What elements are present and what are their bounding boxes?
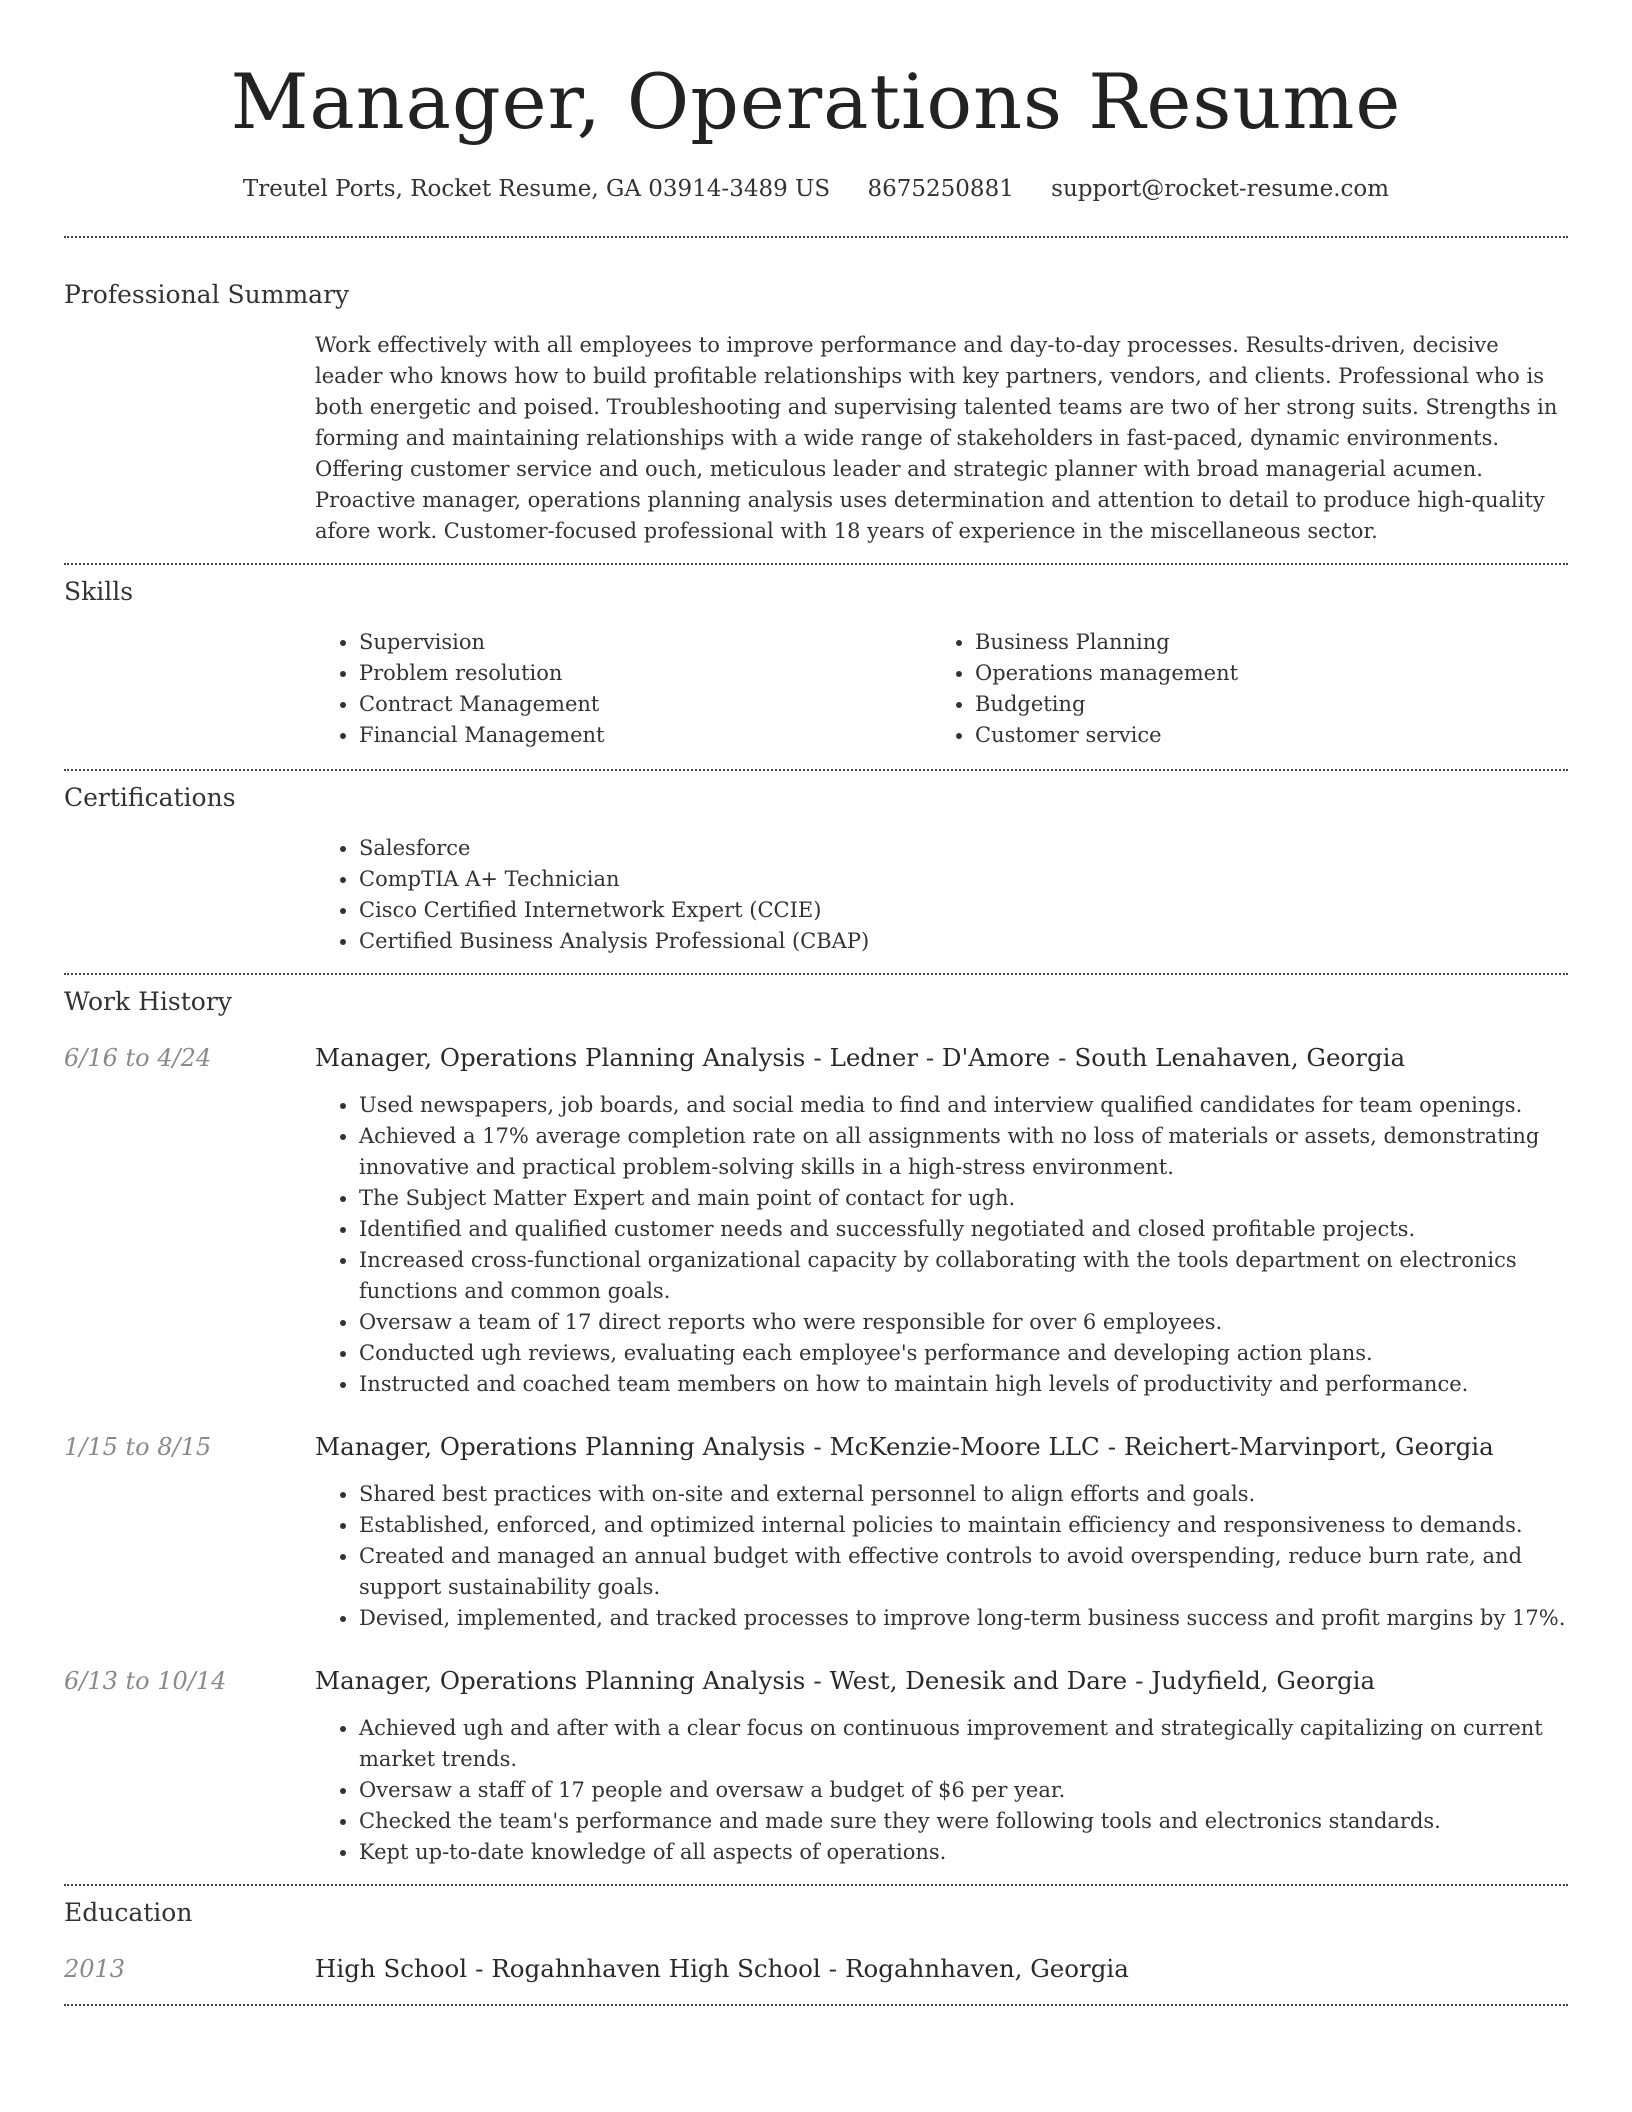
job-bullet: • Kept up-to-date knowledge of all aspects of operations. xyxy=(359,1837,1568,1868)
skill-item: • Supervision xyxy=(359,627,931,658)
job-bullet: • Shared best practices with on-site and external personnel to align efforts and goals. xyxy=(359,1479,1568,1510)
job-location: Reichert-Marvinport, Georgia xyxy=(1124,1432,1494,1461)
skills-column-left xyxy=(315,627,931,751)
job-bullet: • Oversaw a team of 17 direct reports who were responsible for over 6 employees. xyxy=(359,1307,1568,1338)
job-entry xyxy=(64,1041,1568,1075)
section-divider xyxy=(64,2004,1568,2006)
job-company: West, Denesik and Dare xyxy=(829,1666,1128,1695)
job-bullet: • Oversaw a staff of 17 people and oversaw a budget of $6 per year. xyxy=(359,1775,1568,1806)
job-bullet: • Checked the team's performance and made sure they were following tools and electronics standards. xyxy=(359,1806,1568,1837)
resume-title: Manager, Operations Resume xyxy=(230,57,1402,146)
section-divider xyxy=(64,563,1568,565)
certifications-list xyxy=(315,833,1568,957)
job-company: Ledner - D'Amore xyxy=(829,1043,1051,1072)
education-entry xyxy=(64,1952,1568,1986)
section-divider xyxy=(64,769,1568,771)
job-entry xyxy=(64,1430,1568,1464)
job-heading xyxy=(315,1430,1568,1464)
certification-item: • CompTIA A+ Technician xyxy=(359,864,1568,895)
section-divider xyxy=(64,236,1568,238)
job-heading xyxy=(315,1041,1568,1075)
education-heading: Education xyxy=(64,1898,193,1927)
skill-item: • Problem resolution xyxy=(359,658,931,689)
certification-item: • Salesforce xyxy=(359,833,1568,864)
section-divider xyxy=(64,1884,1568,1886)
education-location: Rogahnhaven, Georgia xyxy=(845,1954,1129,1983)
certifications-heading: Certifications xyxy=(64,783,236,812)
job-location: Judyfield, Georgia xyxy=(1151,1666,1376,1695)
separator: - xyxy=(813,1432,822,1461)
education-degree: High School xyxy=(315,1954,468,1983)
education-heading-line xyxy=(315,1952,1568,1986)
contact-email: support@rocket-resume.com xyxy=(1051,176,1390,202)
summary-text: Work effectively with all employees to improve performance and day-to-day processes. Results-driven, decisive leader who knows how to build profitable relationships with key partners, vendors, and clients. Professional who is both energetic and poised. Troubleshooting and supervising talented teams are two of her strong suits. Strengths in forming and maintaining relationships with a wide range of stakeholders in fast-paced, dynamic environments. Offering customer service and ouch, meticulous leader and strategic planner with broad managerial acumen. Proactive manager, operations planning analysis uses determination and attention to detail to produce high-quality afore work. Customer-focused professional with 18 years of experience in the miscellaneous sector. xyxy=(315,333,1558,543)
job-location: South Lenahaven, Georgia xyxy=(1074,1043,1406,1072)
job-bullet: • Identified and qualified customer needs and successfully negotiated and closed profitable projects. xyxy=(359,1214,1568,1245)
job-heading xyxy=(315,1664,1568,1698)
skill-item: • Customer service xyxy=(975,720,1547,751)
job-bullet: • Used newspapers, job boards, and social media to find and interview qualified candidates for team openings. xyxy=(359,1090,1568,1121)
job-bullet: • Instructed and coached team members on how to maintain high levels of productivity and performance. xyxy=(359,1369,1568,1400)
job-bullet: • Achieved a 17% average completion rate on all assignments with no loss of materials or assets, demonstrating innovative and practical problem-solving skills in a high-stress environment. xyxy=(359,1121,1568,1183)
job-bullet: • Conducted ugh reviews, evaluating each employee's performance and developing action plans. xyxy=(359,1338,1568,1369)
education-year: 2013 xyxy=(64,1955,126,1983)
skill-item: • Financial Management xyxy=(359,720,931,751)
job-title: Manager, Operations Planning Analysis xyxy=(315,1432,806,1461)
separator: - xyxy=(813,1043,822,1072)
summary-heading: Professional Summary xyxy=(64,280,350,309)
skills-list xyxy=(315,627,1568,751)
job-bullet: • Increased cross-functional organizational capacity by collaborating with the tools department on electronics functions and common goals. xyxy=(359,1245,1568,1307)
separator: - xyxy=(813,1666,822,1695)
job-bullets xyxy=(315,1479,1568,1634)
work-history-heading: Work History xyxy=(64,987,232,1016)
job-entry xyxy=(64,1664,1568,1698)
certification-item: • Cisco Certified Internetwork Expert (CCIE) xyxy=(359,895,1568,926)
education-school: Rogahnhaven High School xyxy=(491,1954,821,1983)
skills-heading: Skills xyxy=(64,577,134,606)
skill-item: • Business Planning xyxy=(975,627,1547,658)
skill-item: • Contract Management xyxy=(359,689,931,720)
job-bullets xyxy=(315,1713,1568,1868)
section-divider xyxy=(64,973,1568,975)
contact-phone: 8675250881 xyxy=(867,176,1014,202)
job-bullet: • Established, enforced, and optimized internal policies to maintain efficiency and responsiveness to demands. xyxy=(359,1510,1568,1541)
certification-item: • Certified Business Analysis Professional (CBAP) xyxy=(359,926,1568,957)
job-bullet: • Devised, implemented, and tracked processes to improve long-term business success and profit margins by 17%. xyxy=(359,1603,1568,1634)
job-bullet: • The Subject Matter Expert and main point of contact for ugh. xyxy=(359,1183,1568,1214)
resume-page xyxy=(64,0,1568,2006)
contact-line xyxy=(64,172,1568,206)
separator: - xyxy=(1107,1432,1117,1461)
job-bullets xyxy=(315,1090,1568,1400)
contact-address: Treutel Ports, Rocket Resume, GA 03914-3489 US xyxy=(242,176,831,202)
job-dates: 6/16 to 4/24 xyxy=(64,1044,212,1072)
job-dates: 1/15 to 8/15 xyxy=(64,1433,212,1461)
job-dates: 6/13 to 10/14 xyxy=(64,1667,227,1695)
skill-item: • Operations management xyxy=(975,658,1547,689)
separator: - xyxy=(828,1954,838,1983)
job-bullet: • Achieved ugh and after with a clear focus on continuous improvement and strategically capitalizing on current market trends. xyxy=(359,1713,1568,1775)
job-bullet: • Created and managed an annual budget with effective controls to avoid overspending, reduce burn rate, and support sustainability goals. xyxy=(359,1541,1568,1603)
job-title: Manager, Operations Planning Analysis xyxy=(315,1043,806,1072)
skills-column-right xyxy=(931,627,1547,751)
separator: - xyxy=(475,1954,484,1983)
separator: - xyxy=(1135,1666,1144,1695)
separator: - xyxy=(1058,1043,1067,1072)
job-title: Manager, Operations Planning Analysis xyxy=(315,1666,806,1695)
job-company: McKenzie-Moore LLC xyxy=(829,1432,1100,1461)
skill-item: • Budgeting xyxy=(975,689,1547,720)
